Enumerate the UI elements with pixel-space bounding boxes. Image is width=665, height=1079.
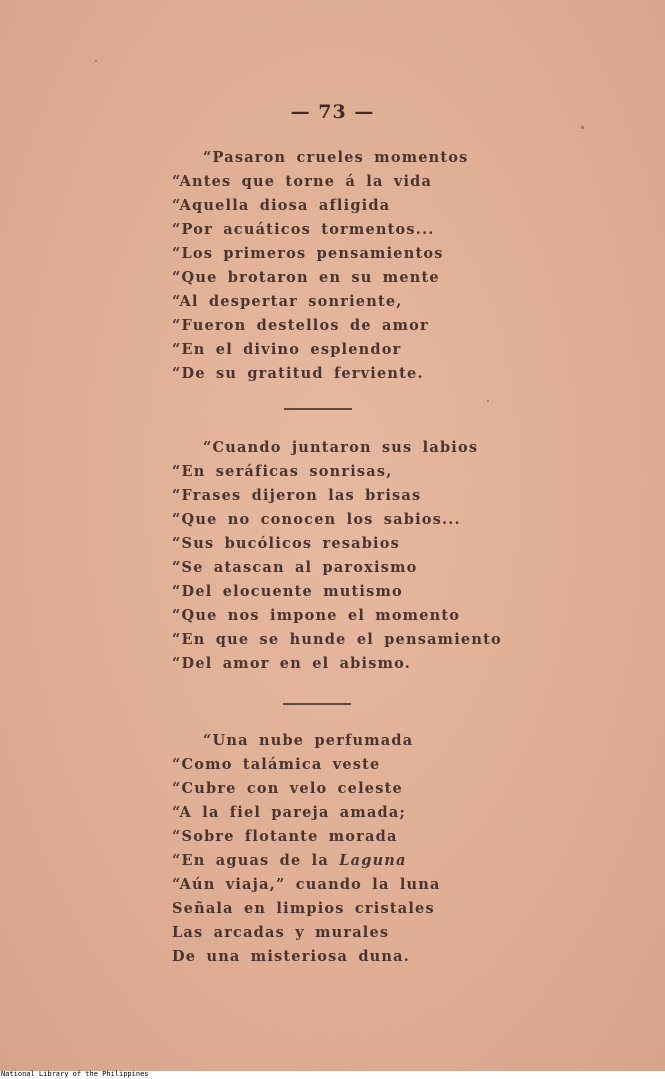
footer-strip [0,1071,665,1079]
verse-line: “Del elocuente mutismo [172,583,403,600]
verse-line: “De su gratitud ferviente. [172,365,424,382]
verse-line: “Fueron destellos de amor [172,317,429,334]
stanza-divider [283,703,351,705]
verse-line: “Aquella diosa afligida [172,197,391,214]
verse-line [172,849,441,873]
library-credit: National Library of the Philippines [1,1070,149,1078]
verse-line: “Aún viaja,” cuando la luna [172,876,441,893]
page-number: — 73 — [290,101,375,123]
stanza-3 [172,729,441,969]
verse-line: Las arcadas y murales [172,924,390,941]
italic-word: Laguna [339,852,407,869]
paper-speck [581,126,584,129]
verse-line: “Que no conocen los sabios... [172,511,461,528]
verse-line-text: “En aguas de la [172,852,340,869]
verse-line: “Cubre con velo celeste [172,780,403,797]
stanza-1 [172,146,469,386]
verse-line: “En que se hunde el pensamiento [172,631,502,648]
paper-speck [95,60,97,62]
verse-line: Señala en limpios cristales [172,900,435,917]
verse-line: De una misteriosa duna. [172,948,411,965]
paper-speck [487,400,489,402]
stanza-divider [284,408,352,410]
verse-line: “Que brotaron en su mente [172,269,440,286]
verse-line: “En el divino esplendor [172,341,402,358]
verse-line: “Una nube perfumada [203,732,414,749]
verse-line: “Los primeros pensamientos [172,245,444,262]
verse-line: “Se atascan al paroxismo [172,559,418,576]
verse-line: “Antes que torne á la vida [172,173,433,190]
verse-line: “Que nos impone el momento [172,607,461,624]
verse-line: “Al despertar sonriente, [172,293,403,310]
verse-line: “Pasaron crueles momentos [203,149,469,166]
verse-line: “Como talámica veste [172,756,381,773]
verse-line: “En seráficas sonrisas, [172,463,393,480]
verse-line: “A la fiel pareja amada; [172,804,407,821]
verse-line: “Sobre flotante morada [172,828,398,845]
verse-line: “Cuando juntaron sus labios [203,439,479,456]
verse-line: “Del amor en el abismo. [172,655,412,672]
verse-line: “Por acuáticos tormentos... [172,221,435,238]
verse-line: “Frases dijeron las brisas [172,487,422,504]
verse-line: “Sus bucólicos resabios [172,535,400,552]
stanza-2 [172,436,502,676]
